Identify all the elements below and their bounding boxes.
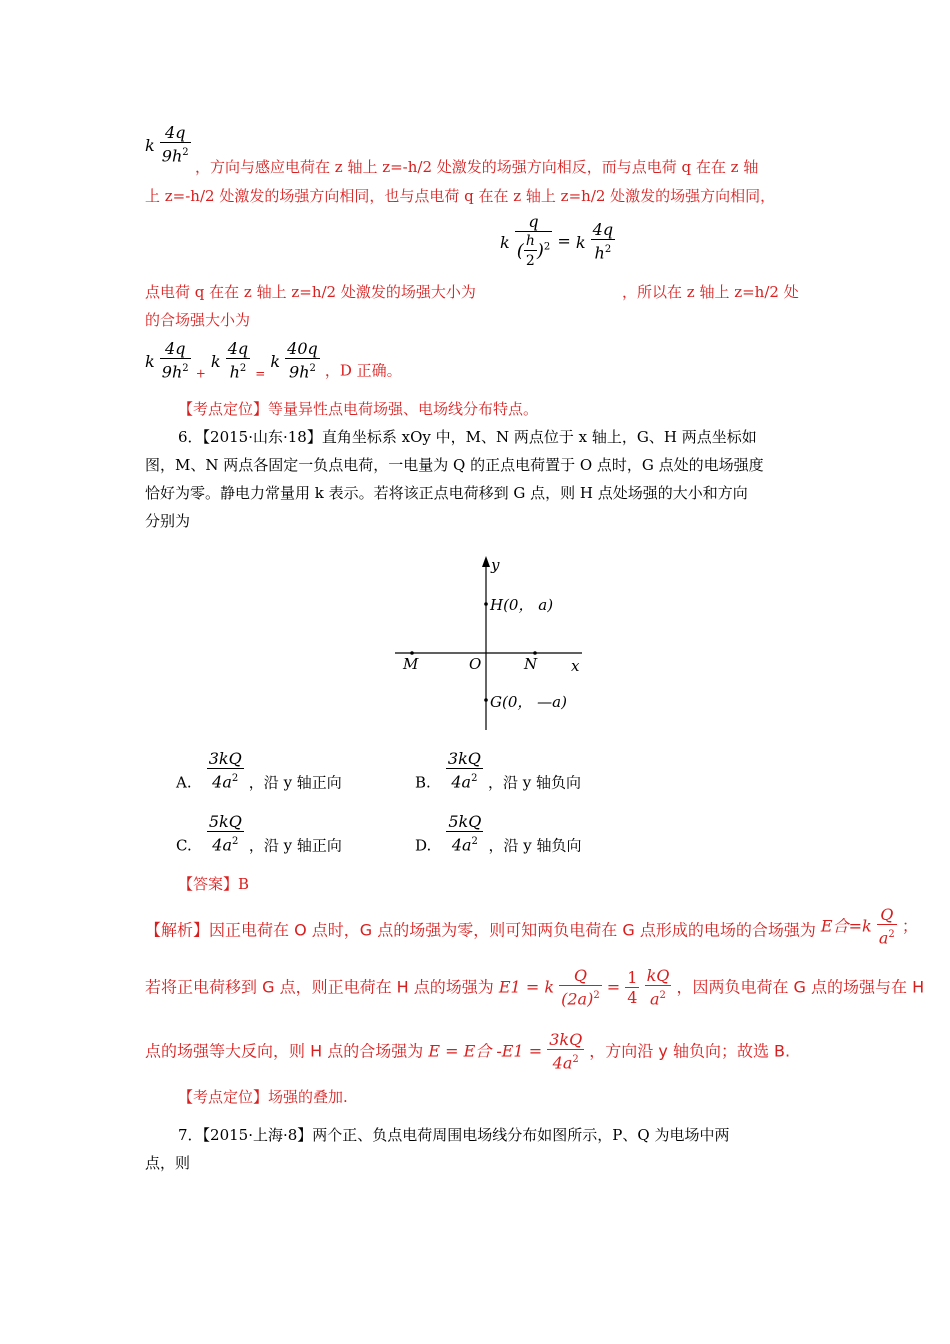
para1-line1: ，方向与感应电荷在 z 轴上 z=-h/2 处激发的场强方向相反，而与点电荷 q 在在 z 轴 bbox=[195, 158, 759, 176]
q6-line3: 恰好为零。静电力常量用 k 表示。若将该正点电荷移到 G 点，则 H 点处场强的大小和方向 bbox=[145, 484, 748, 502]
para1-line3b: ，所以在 z 轴上 z=h/2 处 bbox=[622, 283, 799, 301]
y-label: y bbox=[491, 556, 500, 574]
formula-sum: k $\frac{4q}{9h^2}$ $_+$ k $\frac{4q}{h^2}$ $_=$ k $\frac{40q}{9h^2}$ ，D 正确。 bbox=[145, 339, 402, 382]
label-H: H(0， a) bbox=[490, 596, 554, 614]
kaodian-2: 【考点定位】场强的叠加. bbox=[178, 1088, 348, 1106]
coordinate-diagram bbox=[390, 552, 590, 732]
q7-line2: 点，则 bbox=[145, 1154, 191, 1172]
option-b: B. $\frac{3kQ}{4a^2}$ ，沿 y 轴负向 bbox=[415, 749, 581, 792]
analysis-line2: 若将正电荷移到 G 点，则正电荷在 H 点的场强为 E1 = k $\frac{Q}{(2a)^2}$ = $\frac{1}{4}$ $\frac{kQ}{a^2}$ ，因两负电荷在 G 点的场强与在 H bbox=[145, 966, 925, 1009]
para1-line3a: 点电荷 q 在在 z 轴上 z=h/2 处激发的场强大小为 bbox=[145, 283, 476, 301]
y-arrow bbox=[482, 556, 490, 567]
para1-line4: 的合场强大小为 bbox=[145, 311, 251, 329]
point-G bbox=[484, 698, 488, 702]
analysis-line3: 点的场强等大反向，则 H 点的合场强为 E = E合 -E1 = $\frac{3kQ}{4a^2}$ ，方向沿 y 轴负向；故选 B. bbox=[145, 1030, 791, 1073]
analysis-line1: 【解析】因正电荷在 O 点时，G 点的场强为零，则可知两负电荷在 G 点形成的电场的合场强为 E合=k $\frac{Q}{a^2}$ ； bbox=[145, 905, 918, 948]
x-label: x bbox=[571, 657, 580, 675]
label-N: N bbox=[524, 655, 538, 673]
para1-line2: 上 z=-h/2 处激发的场强方向相同，也与点电荷 q 在在 z 轴上 z=h/2 处激发的场强方向相同， bbox=[145, 187, 776, 205]
label-M: M bbox=[403, 655, 419, 673]
option-a: A. $\frac{3kQ}{4a^2}$ ，沿 y 轴正向 bbox=[176, 749, 342, 792]
q6-line4: 分别为 bbox=[145, 512, 191, 530]
answer: 【答案】B bbox=[178, 875, 250, 893]
formula-top: k $\frac{4q}{9h^2}$ bbox=[145, 123, 189, 166]
point-H bbox=[484, 602, 488, 606]
formula-eq: k q ( $\frac{h}{2}$ )$^2$ = k $\frac{4q}{h^2}$ bbox=[500, 212, 614, 269]
label-G: G(0， —a) bbox=[490, 693, 567, 711]
kaodian-1: 【考点定位】等量异性点电荷场强、电场线分布特点。 bbox=[178, 400, 539, 418]
q7-line1: 7．【2015·上海·8】两个正、负点电荷周围电场线分布如图所示，P、Q 为电场中两 bbox=[178, 1126, 730, 1144]
q6-line2: 图，M、N 两点各固定一负点电荷，一电量为 Q 的正点电荷置于 O 点时，G 点处的电场强度 bbox=[145, 456, 764, 474]
q6-line1: 6．【2015·山东·18】直角坐标系 xOy 中，M、N 两点位于 x 轴上，G、H 两点坐标如 bbox=[178, 428, 757, 446]
option-d: D. $\frac{5kQ}{4a^2}$ ，沿 y 轴负向 bbox=[415, 812, 582, 855]
label-O: O bbox=[469, 655, 482, 673]
option-c: C. $\frac{5kQ}{4a^2}$ ，沿 y 轴正向 bbox=[176, 812, 342, 855]
